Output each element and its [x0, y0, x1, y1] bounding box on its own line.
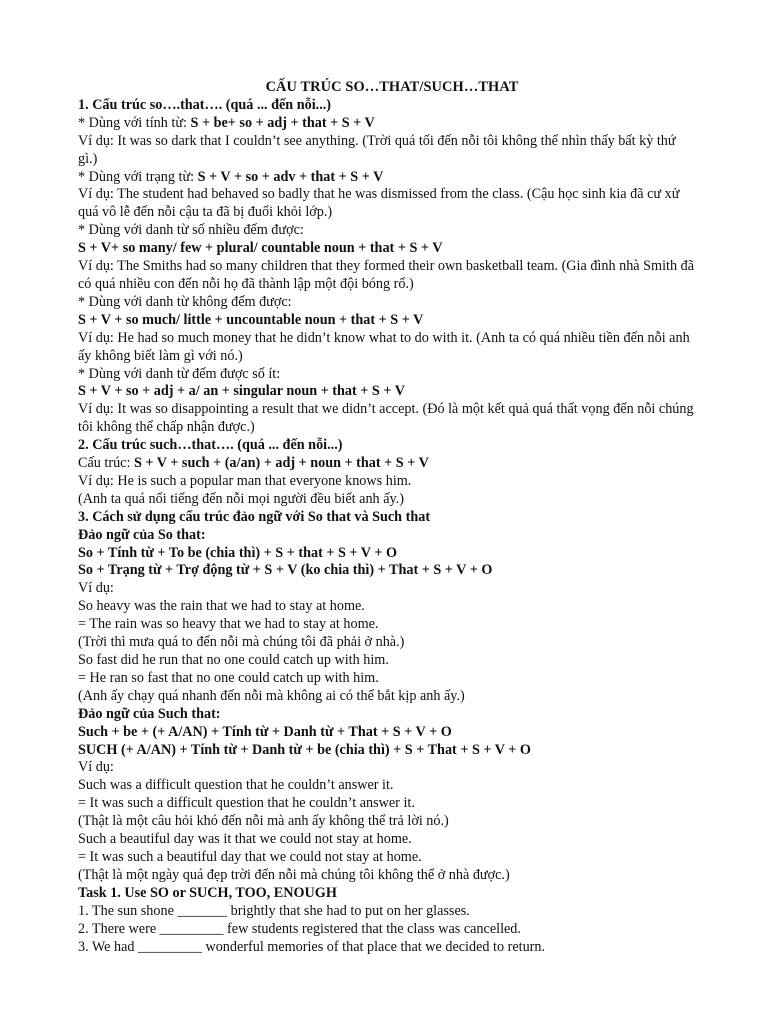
- text-line: [78, 383, 696, 401]
- line-text: = The rain was so heavy that we had to stay at home.: [78, 616, 379, 633]
- text-line: [78, 813, 696, 831]
- text-line: [78, 939, 696, 957]
- line-text: (Thật là một câu hỏi khó đến nỗi mà anh ấy không thể trả lời nó.): [78, 813, 449, 830]
- text-line: [78, 742, 696, 760]
- line-text: Ví dụ:: [78, 759, 114, 776]
- line-text: Such a beautiful day was it that we could not stay at home.: [78, 831, 412, 848]
- line-text: (Trời thì mưa quá to đến nỗi mà chúng tôi đã phải ở nhà.): [78, 634, 405, 651]
- text-line: [78, 903, 696, 921]
- text-line: [78, 473, 696, 491]
- line-text: * Dùng với danh từ không đếm được:: [78, 293, 292, 310]
- line-text: Such + be + (+ A/AN) + Tính từ + Danh từ + That + S + V + O: [78, 723, 452, 740]
- text-line: [78, 312, 696, 330]
- text-line: [78, 616, 696, 634]
- line-text: So heavy was the rain that we had to stay at home.: [78, 598, 365, 615]
- line-text: (Anh ấy chạy quá nhanh đến nỗi mà không ai có thể bắt kịp anh ấy.): [78, 687, 465, 704]
- text-line: [78, 527, 696, 545]
- text-line: [78, 258, 696, 294]
- text-line: [78, 580, 696, 598]
- line-text: Such was a difficult question that he couldn’t answer it.: [78, 777, 394, 794]
- text-line: [78, 706, 696, 724]
- formula-text: S + V + so + adv + that + S + V: [197, 168, 384, 185]
- text-line: [78, 634, 696, 652]
- text-line: [78, 509, 696, 527]
- line-text: Task 1. Use SO or SUCH, TOO, ENOUGH: [78, 884, 337, 901]
- line-text: (Thật là một ngày quá đẹp trời đến nỗi mà chúng tôi không thể ở nhà được.): [78, 866, 510, 883]
- text-line: [78, 724, 696, 742]
- line-text: 3. Cách sử dụng cấu trúc đảo ngữ với So that và Such that: [78, 508, 431, 525]
- line-text: * Dùng với trạng từ:: [78, 168, 198, 185]
- line-text: Ví dụ: The Smiths had so many children that they formed their own basketball team. (Gia đình nhà Smith đã có quá nhiều con đến nỗi họ đã thành lập một đội bóng rổ.): [78, 258, 694, 292]
- line-text: S + V + so much/ little + uncountable noun + that + S + V: [78, 311, 424, 328]
- line-text: S + V+ so many/ few + plural/ countable noun + that + S + V: [78, 240, 443, 257]
- line-text: (Anh ta quá nổi tiếng đến nỗi mọi người đều biết anh ấy.): [78, 490, 404, 507]
- text-line: [78, 670, 696, 688]
- line-text: SUCH (+ A/AN) + Tính từ + Danh từ + be (chia thì) + S + That + S + V + O: [78, 741, 531, 758]
- text-line: [78, 849, 696, 867]
- line-text: So + Trạng từ + Trợ động từ + S + V (ko chia thì) + That + S + V + O: [78, 562, 493, 579]
- text-line: [78, 795, 696, 813]
- text-line: [78, 921, 696, 939]
- text-line: [78, 562, 696, 580]
- text-line: [78, 240, 696, 258]
- line-text: Ví dụ: The student had behaved so badly that he was dismissed from the class. (Cậu học sinh kia đã cư xử quá vô lễ đến nỗi cậu ta đã bị đuổi khỏi lớp.): [78, 186, 680, 221]
- line-text: Đảo ngữ của So that:: [78, 526, 206, 543]
- line-text: = It was such a beautiful day that we could not stay at home.: [78, 848, 422, 865]
- text-line: [78, 545, 696, 563]
- line-text: 2. Cấu trúc such…that…. (quá ... đến nỗi...): [78, 437, 343, 454]
- line-text: 3. We had _________ wonderful memories of that place that we decided to return.: [78, 938, 546, 955]
- line-text: 1. The sun shone _______ brightly that she had to put on her glasses.: [78, 902, 470, 919]
- line-text: Ví dụ: It was so disappointing a result that we didn’t accept. (Đó là một kết quả quá thất vọng đến nỗi chúng tôi không thể chấp nhận được.): [78, 401, 694, 436]
- text-line: [78, 401, 696, 437]
- text-line: [78, 777, 696, 795]
- line-text: So + Tính từ + To be (chia thì) + S + that + S + V + O: [78, 544, 397, 561]
- formula-text: S + V + such + (a/an) + adj + noun + that + S + V: [133, 455, 429, 472]
- text-line: [78, 169, 696, 187]
- text-line: [78, 831, 696, 849]
- text-line: [78, 759, 696, 777]
- line-text: 1. Cấu trúc so….that…. (quá ... đến nỗi...): [78, 96, 332, 113]
- text-line: [78, 437, 696, 455]
- line-text: Ví dụ:: [78, 580, 114, 597]
- line-text: * Dùng với danh từ số nhiều đếm được:: [78, 222, 304, 239]
- text-line: [78, 366, 696, 384]
- text-line: [78, 222, 696, 240]
- text-line: [78, 598, 696, 616]
- text-line: [78, 867, 696, 885]
- line-text: 2. There were _________ few students registered that the class was cancelled.: [78, 920, 521, 937]
- document-body: [78, 97, 696, 957]
- text-line: [78, 97, 696, 115]
- text-line: [78, 186, 696, 222]
- line-text: * Dùng với tính từ:: [78, 114, 191, 131]
- text-line: [78, 115, 696, 133]
- text-line: [78, 294, 696, 312]
- line-text: Cấu trúc:: [78, 455, 134, 472]
- line-text: Ví dụ: He is such a popular man that everyone knows him.: [78, 472, 412, 489]
- text-line: [78, 455, 696, 473]
- text-line: [78, 491, 696, 509]
- line-text: Đảo ngữ của Such that:: [78, 705, 221, 722]
- page-title: CẤU TRÚC SO…THAT/SUCH…THAT: [265, 79, 519, 95]
- text-line: [78, 330, 696, 366]
- text-line: [78, 688, 696, 706]
- line-text: Ví dụ: He had so much money that he didn’t know what to do with it. (Anh ta có quá nhiều tiền đến nỗi anh ấy không biết làm gì với nó.): [78, 329, 690, 364]
- line-text: = He ran so fast that no one could catch up with him.: [78, 669, 379, 686]
- text-line: [78, 885, 696, 903]
- line-text: = It was such a difficult question that he couldn’t answer it.: [78, 795, 415, 812]
- formula-text: S + be+ so + adj + that + S + V: [190, 114, 375, 131]
- line-text: * Dùng với danh từ đếm được số ít:: [78, 365, 281, 382]
- line-text: S + V + so + adj + a/ an + singular noun + that + S + V: [78, 383, 405, 400]
- line-text: So fast did he run that no one could catch up with him.: [78, 652, 389, 668]
- text-line: [78, 652, 696, 670]
- line-text: Ví dụ: It was so dark that I couldn’t see anything. (Trời quá tối đến nỗi tôi không thể nhìn thấy bất kỳ thứ gì.): [78, 132, 676, 167]
- text-line: [78, 133, 696, 169]
